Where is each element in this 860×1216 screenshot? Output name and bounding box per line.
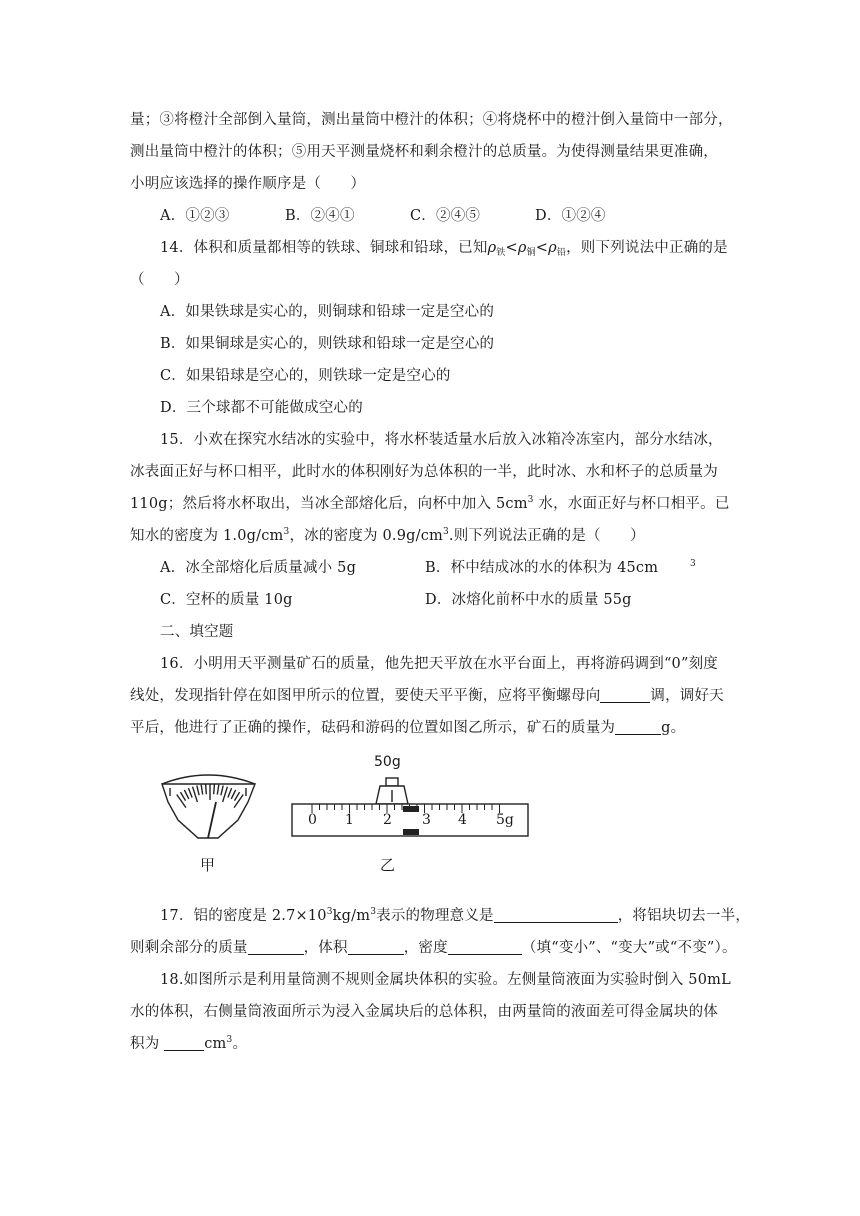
- dial-tick: [193, 787, 198, 802]
- less-than: <: [505, 240, 518, 256]
- rho-symbol: ρ: [487, 240, 497, 256]
- rider-bottom: [403, 829, 419, 835]
- q16-line-3: [130, 712, 730, 744]
- q17-line-2: [130, 932, 737, 964]
- q17-line-2-b: ，体积: [303, 940, 348, 956]
- q17-line-2-c: ，密度: [403, 940, 448, 956]
- q14-option-c: C．如果铅球是空心的，则铁球一定是空心的: [160, 368, 451, 384]
- q13-line-3: 小明应该选择的操作顺序是（ ）: [130, 176, 366, 192]
- dial-tick: [223, 787, 228, 802]
- q15-line-4-b: ，冰的密度为 0.9g/cm: [289, 528, 443, 544]
- dial-ticks: [177, 784, 244, 808]
- figure-label-jia: 甲: [200, 856, 216, 874]
- q17-line-1-d: ，将铝块切去一半，: [617, 908, 751, 924]
- superscript: 3: [326, 907, 333, 917]
- pointer-dial: [162, 775, 255, 838]
- section-heading: 二、填空题: [160, 624, 234, 640]
- q13-option-d: D．①②④: [535, 208, 606, 224]
- dial-tick: [231, 790, 235, 799]
- dial-tick: [206, 784, 207, 794]
- scale-label-5: 5g: [496, 812, 514, 828]
- balance-figure: [130, 746, 730, 896]
- page-content: [130, 104, 751, 1060]
- q17-line-1: [130, 900, 751, 932]
- q16-line-2-a: 线处，发现指针停在如图甲所示的位置，要使天平平衡，应将平衡螺母向: [130, 688, 601, 704]
- dial-top-arc: [162, 775, 255, 784]
- rho-symbol: ρ: [517, 240, 527, 256]
- q17-line-2-d: （填“变小”、“变大”或“不变”）。: [521, 940, 737, 956]
- answer-blank[interactable]: [348, 936, 404, 955]
- dial-tick: [234, 792, 239, 801]
- superscript: 3: [527, 495, 534, 505]
- q15-line-3-b: 水，水面正好与杯口相平。已: [533, 496, 730, 512]
- scale-label-4: 4: [458, 812, 467, 828]
- scale-label-1: 1: [345, 812, 354, 828]
- q18-line-3-a: 积为: [130, 1036, 165, 1052]
- q13-option-c: C．②④⑤: [410, 208, 481, 224]
- less-than: <: [535, 240, 549, 256]
- q17-line-1-a: 17．铝的密度是 2.7×10: [160, 908, 327, 924]
- answer-blank[interactable]: [494, 904, 618, 923]
- q17-line-2-a: 则剩余部分的质量: [130, 940, 248, 956]
- q14-option-b: B．如果铜球是实心的，则铁球和铅球一定是空心的: [160, 336, 495, 352]
- rider-top: [403, 806, 419, 812]
- q14-stem: [130, 232, 730, 264]
- superscript: 3: [283, 527, 290, 537]
- q16-line-3-a: 平后，他进行了正确的操作，砝码和游码的位置如图乙所示，矿石的质量为: [130, 720, 616, 736]
- q18-line-3-b: cm: [204, 1036, 227, 1052]
- q16-line-2: [130, 680, 730, 712]
- dial-tick: [177, 794, 186, 807]
- figure-label-yi: 乙: [380, 856, 396, 874]
- q15-line-4: [130, 520, 730, 552]
- dial-tick: [197, 786, 199, 796]
- q14-stem-start: 14．体积和质量都相等的铁球、铜球和铅球，已知: [160, 240, 488, 256]
- rho-sub-copper: 铜: [526, 248, 536, 258]
- q18-line-3-c: 。: [232, 1036, 248, 1052]
- q14-option-d: D．三个球都不可能做成空心的: [160, 400, 363, 416]
- q18-line-2: 水的体积，右侧量筒液面所示为浸入金属块后的总体积，由两量筒的液面差可得金属块的体: [130, 1004, 718, 1020]
- q15-options-row-2: [130, 584, 730, 616]
- dial-tick: [228, 788, 232, 797]
- q15-line-1: 15．小欢在探究水结冰的实验中，将水杯装适量水后放入冰箱冷冻室内，部分水结冰，: [160, 432, 723, 448]
- q15-line-2: 冰表面正好与杯口相平，此时水的体积刚好为总体积的一半，此时冰、水和杯子的总质量为: [130, 464, 718, 480]
- q15-options-row-1: [130, 552, 730, 584]
- q17-line-1-b: kg/m: [332, 908, 371, 924]
- answer-blank[interactable]: [248, 936, 304, 955]
- dial-tick: [184, 790, 188, 799]
- scale-label-0: 0: [308, 812, 317, 828]
- superscript: 3: [442, 527, 449, 537]
- q15-option-a: A．冰全部熔化后质量减小 5g: [160, 560, 357, 576]
- q15-option-d: D．冰熔化前杯中水的质量 55g: [425, 592, 632, 608]
- q15-line-4-c: .则下列说法正确的是（ ）: [448, 528, 645, 544]
- q18-line-1: 18.如图所示是利用量筒测不规则金属块体积的实验。左侧量筒液面为实验时倒入 50mL: [160, 972, 731, 988]
- q15-line-3-a: 110g；然后将水杯取出，当冰全部熔化后，向杯中加入 5cm: [130, 496, 528, 512]
- dial-tick: [234, 794, 243, 807]
- q16-line-3-b: g。: [661, 720, 686, 736]
- answer-blank[interactable]: [600, 684, 650, 703]
- answer-blank[interactable]: [164, 1032, 204, 1051]
- q18-line-3: [130, 1028, 730, 1060]
- q14-stem-end: ，则下列说法中正确的是: [566, 240, 728, 256]
- q16-line-1: 16．小明用天平测量矿石的质量，他先把天平放在水平台面上，再将游码调到“0”刻度: [160, 656, 718, 672]
- dial-tick: [214, 784, 215, 794]
- superscript: 3: [690, 559, 696, 569]
- dial-tick: [221, 786, 223, 796]
- q14-bracket: （ ）: [130, 272, 189, 288]
- superscript: 3: [226, 1035, 233, 1045]
- dial-pointer: [208, 802, 216, 838]
- weight-label: 50g: [374, 754, 401, 770]
- dial-tick: [201, 785, 203, 795]
- q15-line-4-a: 知水的密度为 1.0g/cm: [130, 528, 284, 544]
- q13-option-a: A．①②③: [160, 208, 230, 224]
- q16-line-2-b: 调，调好天: [650, 688, 724, 704]
- superscript: 3: [370, 907, 377, 917]
- answer-blank[interactable]: [615, 716, 661, 735]
- scale-label-2: 2: [383, 812, 392, 828]
- dial-frame: [162, 784, 255, 838]
- rho-symbol: ρ: [548, 240, 557, 256]
- q13-line-1: 量；③将橙汁全部倒入量筒，测出量筒中橙汁的体积；④将烧杯中的橙汁倒入量筒中一部分，: [130, 112, 733, 128]
- q14-option-a: A．如果铁球是实心的，则铜球和铅球一定是空心的: [160, 304, 495, 320]
- rider-scale: [292, 804, 528, 836]
- dial-tick: [180, 792, 185, 801]
- q15-option-b-text: B．杯中结成冰的水的体积为 45cm: [425, 560, 659, 576]
- q15-line-3: [130, 488, 730, 520]
- dial-tick: [188, 788, 192, 797]
- rho-sub-lead: 铅: [556, 248, 567, 258]
- q13-options: [130, 200, 730, 232]
- weight-50g: [376, 778, 408, 804]
- q17-line-1-c: 表示的物理意义是: [376, 908, 494, 924]
- q15-option-b: [425, 552, 696, 584]
- q13-option-b: B．②④①: [285, 208, 355, 224]
- scale-label-3: 3: [422, 812, 431, 828]
- answer-blank[interactable]: [448, 936, 522, 955]
- dial-tick: [217, 785, 219, 795]
- q13-line-2: 测出量筒中橙汁的体积；⑤用天平测量烧杯和剩余橙汁的总质量。为使得测量结果更准确，: [130, 144, 718, 160]
- q15-option-c: C．空杯的质量 10g: [160, 592, 293, 608]
- rho-sub-iron: 铁: [496, 248, 506, 258]
